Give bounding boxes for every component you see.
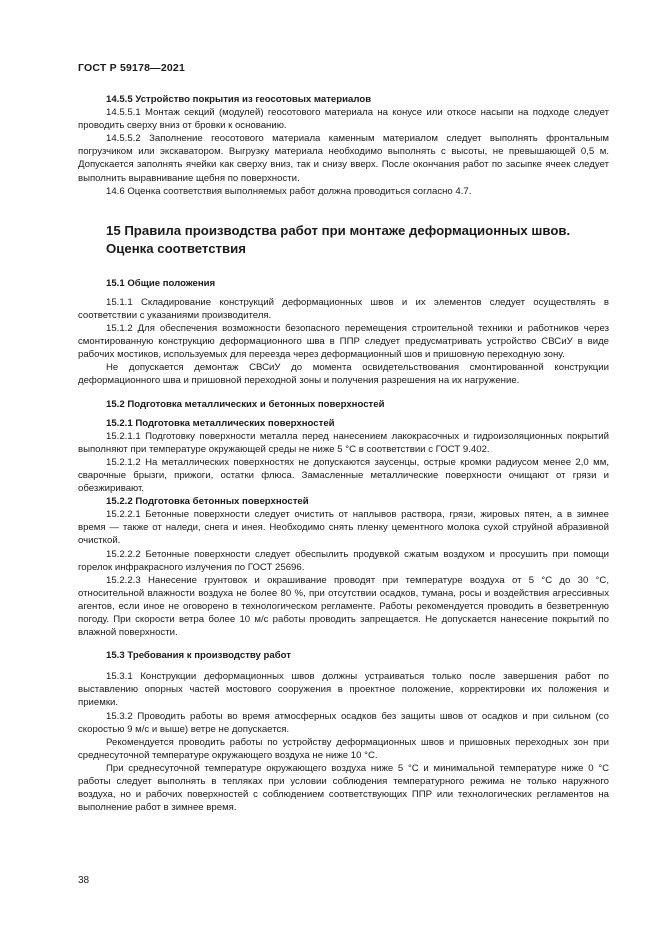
paragraph-15-2-1-2: 15.2.1.2 На металлических поверхностях не допускаются заусенцы, острые кромки радиусом менее 2,0 мм, сварочные брызги, прижоги, остатки флюса. Замасленные металлические поверхности очищают от грязи и обезжиривают. xyxy=(78,456,609,495)
paragraph-15-1-2-note: Не допускается демонтаж СВСиУ до момента освидетельствования смонтированной конструкции деформационного шва и пришовной переходной зоны и получения разрешения на их нагружение. xyxy=(78,362,609,387)
paragraph-15-3-1: 15.3.1 Конструкции деформационных швов должны устраиваться только после завершения работ по выставлению опорных частей мостового сооружения в проектное положение, корректировки их положения и приемки. xyxy=(78,671,609,709)
chapter-heading-15-line2: Оценка соответствия xyxy=(106,241,246,257)
section-heading-15-1: 15.1 Общие положения xyxy=(106,277,216,289)
paragraph-15-2-2-1: 15.2.2.1 Бетонные поверхности следует очистить от наплывов раствора, грязи, жировых пятен, а в зимнее время — также от наледи, снега и инея. Необходимо снять пленку цементного молока сухой струйной абразивной очисткой. xyxy=(78,509,609,547)
paragraph-15-3-2-winter: При среднесуточной температуре окружающего воздуха ниже 5 °С и минимальной температуре ниже 0 °С работы следует выполнять в тепляках при условии соблюдения температурного режима не только наружного воздуха, но и рабочих поверхностей с соблюдением соответствующих ППР или технологических регламентов на выполнение работ в зимнее время. xyxy=(78,762,609,814)
paragraph-14-6: 14.6 Оценка соответствия выполняемых работ должна проводиться согласно 4.7. xyxy=(106,185,472,197)
page-number: 38 xyxy=(78,875,90,886)
paragraph-15-1-2: 15.1.2 Для обеспечения возможности безопасного перемещения строительной техники и работников через смонтированную конструкцию деформационного шва в ППР следует предусматривать устройство СВСиУ в виде рабочих мостиков, используемых для переезда через деформационный шов и пришовную переходную зону. xyxy=(78,323,609,361)
paragraph-15-3-2: 15.3.2 Проводить работы во время атмосферных осадков без защиты швов от осадков и при сильном (со скоростью 9 м/с и выше) ветре не допускается. xyxy=(78,710,609,735)
paragraph-15-2-1-1: 15.2.1.1 Подготовку поверхности металла перед нанесением лакокрасочных и гидроизоляционных покрытий выполняют при температуре окружающей среды не ниже 5 °С в соответствии с ГОСТ 9.402. xyxy=(78,430,609,455)
paragraph-15-2-2-3: 15.2.2.3 Нанесение грунтовок и окрашивание проводят при температуре воздуха от 5 °С до 30 °С, относительной влажности воздуха не более 80 %, при отсутствии осадков, тумана, росы и воздействия агрессивных агентов, если иное не оговорено в технологическом регламенте. Работы рекомендуется проводить в безветренную погоду. При скорости ветра более 10 м/с работы проводить запрещается. Не допускается нанесение покрытий по влажной поверхности. xyxy=(78,574,609,639)
section-heading-15-3: 15.3 Требования к производству работ xyxy=(106,650,292,662)
paragraph-15-3-2-recommendation: Рекомендуется проводить работы по устройству деформационных швов и пришовных переходных зон при среднесуточной температуре окружающего воздуха не ниже 10 °С. xyxy=(78,736,609,761)
paragraph-14-5-5-2: 14.5.5.2 Заполнение геосотового материала каменным материалом следует выполнять фронтальным погрузчиком или экскаватором. Выгрузку материала необходимо выполнять с высоты, не превышающей 0,5 м. Допускается заполнять ячейки как сверху вниз, так и снизу вверх. После окончания работ по засыпке ячеек следует выполнить выравнивание щебня по поверхности. xyxy=(78,133,609,184)
chapter-heading-15 xyxy=(106,222,609,259)
paragraph-15-2-2-2: 15.2.2.2 Бетонные поверхности следует обеспылить продувкой сжатым воздухом и просушить при помощи горелок инфракрасного излучения по ГОСТ 25696. xyxy=(78,548,609,573)
page-body xyxy=(78,93,609,814)
section-heading-14-5-5: 14.5.5 Устройство покрытия из геосотовых материалов xyxy=(106,94,372,105)
section-heading-15-2: 15.2 Подготовка металлических и бетонных поверхностей xyxy=(106,398,385,410)
subsection-heading-15-2-2: 15.2.2 Подготовка бетонных поверхностей xyxy=(106,496,309,508)
subsection-heading-15-2-1: 15.2.1 Подготовка металлических поверхностей xyxy=(106,417,335,429)
paragraph-14-5-5-1: 14.5.5.1 Монтаж секций (модулей) геосотового материала на конусе или откосе насыпи на подходе следует проводить сверху вниз от бровки к основанию. xyxy=(78,107,609,132)
standard-code-header: ГОСТ Р 59178—2021 xyxy=(78,62,186,74)
chapter-heading-15-line1: 15 Правила производства работ при монтаже деформационных швов. xyxy=(106,222,571,238)
paragraph-15-1-1: 15.1.1 Складирование конструкций деформационных швов и их элементов следует осуществлять в соответствии с указаниями производителя. xyxy=(78,296,609,321)
